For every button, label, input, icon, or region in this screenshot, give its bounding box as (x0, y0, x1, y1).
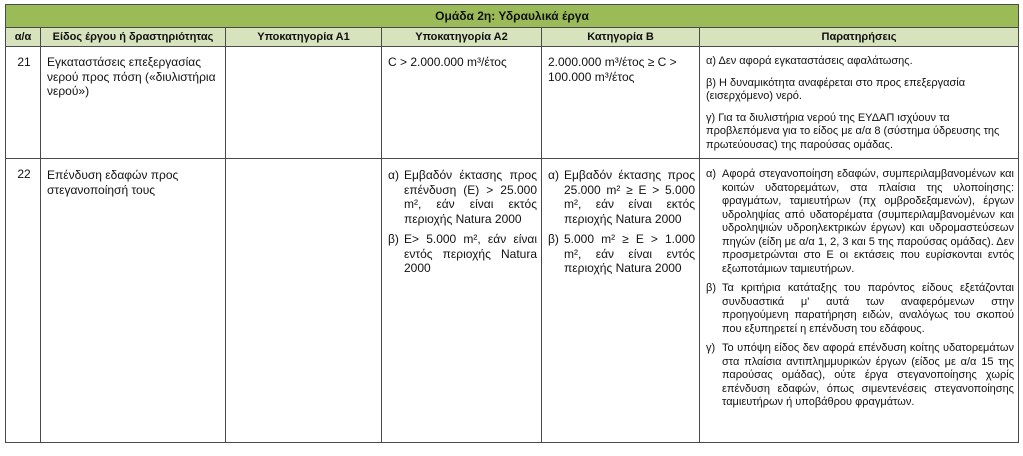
row-22-note-c (706, 342, 1014, 410)
row-22-cat-b-mark-b: β) (548, 232, 559, 246)
row-22-sub-a2-text-a: Εμβαδόν έκτασης προς επένδυση (Ε) > 25.000 m², εάν είναι εκτός περιοχής Natura 2000 (404, 168, 537, 226)
row-22-sub-a1 (226, 159, 382, 443)
row-22-sub-a2 (382, 159, 542, 443)
header-cat-b: Κατηγορία Β (542, 28, 700, 47)
row-22-cat-b-mark-a: α) (548, 168, 559, 182)
row-22-sub-a2-text-b: Ε> 5.000 m², εάν είναι εντός περιοχής Natura 2000 (404, 232, 537, 275)
row-21-sub-a2: C > 2.000.000 m³/έτος (382, 47, 542, 159)
row-21-type: Εγκαταστάσεις επεξεργασίας νερού προς πόση («διυλιστήρια νερού») (41, 47, 226, 159)
table-row-21 (6, 47, 1019, 159)
row-22-note-text-b: Τα κριτήρια κατάταξης του παρόντος είδους εξετάζονται συνδυαστικά μ' αυτά των αναφερόμενων στην προηγούμενη παρατήρηση ειδών, αναλόγως του σκοπού που εξυπηρετεί η επένδυση του εδάφους. (722, 282, 1014, 335)
row-22-cat-b-item-b (548, 232, 695, 276)
row-22-note-mark-c: γ) (706, 342, 716, 354)
row-21-notes (700, 47, 1019, 159)
row-22-cat-b-text-a: Εμβαδόν έκτασης προς 25.000 m² ≥ Ε > 5.000 m², εάν είναι εκτός περιοχής Natura 2000 (564, 168, 695, 226)
header-aa: α/α (6, 28, 41, 47)
row-21-note-b: β) Η δυναμικότητα αναφέρεται στο προς επεξεργασία (εισερχόμενο) νερό. (706, 76, 966, 102)
row-22-note-mark-b: β) (706, 282, 716, 294)
row-22-cat-b (542, 159, 700, 443)
header-sub-a1: Υποκατηγορία Α1 (226, 28, 382, 47)
row-21-sub-a1 (226, 47, 382, 159)
row-22-note-text-a: Αφορά στεγανοποίηση εδαφών, συμπεριλαμβανομένων και κοιτών υδατορεμάτων, στα πλαίσια της υλοποίησης: φραγμάτων, ταμιευτήρων (πχ ομβροδεξαμενών), έργων υδροληψίας από υδατορέματα (συμπεριλαμβανομένων και υδροληψιών υδροηλεκτρικών έργων) και υδρομαστεύσεων πηγών (είδη με α/α 1, 2, 3 και 5 της παρούσας ομάδας). Δεν προσμετρώνται στο Ε οι εκτάσεις που ευρίσκονται εντός εξωποτάμιων ταμιευτήρων. (722, 168, 1014, 275)
group-title-row (6, 5, 1019, 28)
row-22-sub-a2-mark-a: α) (388, 168, 399, 182)
row-22-note-mark-a: α) (706, 168, 717, 180)
group-title-text: Ομάδα 2η: Υδραυλικά έργα (435, 9, 589, 23)
row-22-sub-a2-item-a (388, 168, 537, 226)
hydraulic-works-table (5, 4, 1019, 443)
row-22-cat-b-text-b: 5.000 m² ≥ Ε > 1.000 m², εάν είναι εντός περιοχής Natura 2000 (564, 232, 695, 275)
header-type: Είδος έργου ή δραστηριότητας (41, 28, 226, 47)
row-22-note-text-c: Το υπόψη είδος δεν αφορά επένδυση κοίτης υδατορεμάτων στα πλαίσια αντιπλημμυρικών έργων (είδος με α/α 15 της παρούσας ομάδας), ούτε έργα στεγανοποίησης χωρίς επένδυση εδαφών, όπως σιμεντενέσεις στεγανοποίησης ταμιευτήρων ή υποβάθρου φραγμάτων. (722, 342, 1014, 408)
row-21-note-c: γ) Για τα διυλιστήρια νερού της ΕΥΔΑΠ ισχύουν τα προβλεπόμενα για το είδος με α/α 8 (σύστημα ύδρευσης της πρωτεύουσας) της παρούσας ομάδας. (706, 111, 1000, 151)
row-22-note-a (706, 168, 1014, 276)
group-title (6, 5, 1019, 28)
hydraulic-works-table-wrapper (5, 4, 1018, 443)
row-21-note-a: α) Δεν αφορά εγκαταστάσεις αφαλάτωσης. (706, 55, 913, 67)
column-header-row (6, 28, 1019, 47)
header-notes: Παρατηρήσεις (700, 28, 1019, 47)
header-sub-a2: Υποκατηγορία Α2 (382, 28, 542, 47)
row-22-sub-a2-mark-b: β) (388, 232, 399, 246)
table-row-22 (6, 159, 1019, 443)
row-22-cat-b-item-a (548, 168, 695, 226)
row-21-aa: 21 (6, 47, 41, 159)
row-22-note-b (706, 282, 1014, 336)
row-22-notes (700, 159, 1019, 443)
row-22-type: Επένδυση εδαφών προς στεγανοποίησή τους (41, 159, 226, 443)
row-22-aa: 22 (6, 159, 41, 443)
row-21-cat-b: 2.000.000 m³/έτος ≥ C > 100.000 m³/έτος (542, 47, 700, 159)
row-22-sub-a2-item-b (388, 232, 537, 276)
